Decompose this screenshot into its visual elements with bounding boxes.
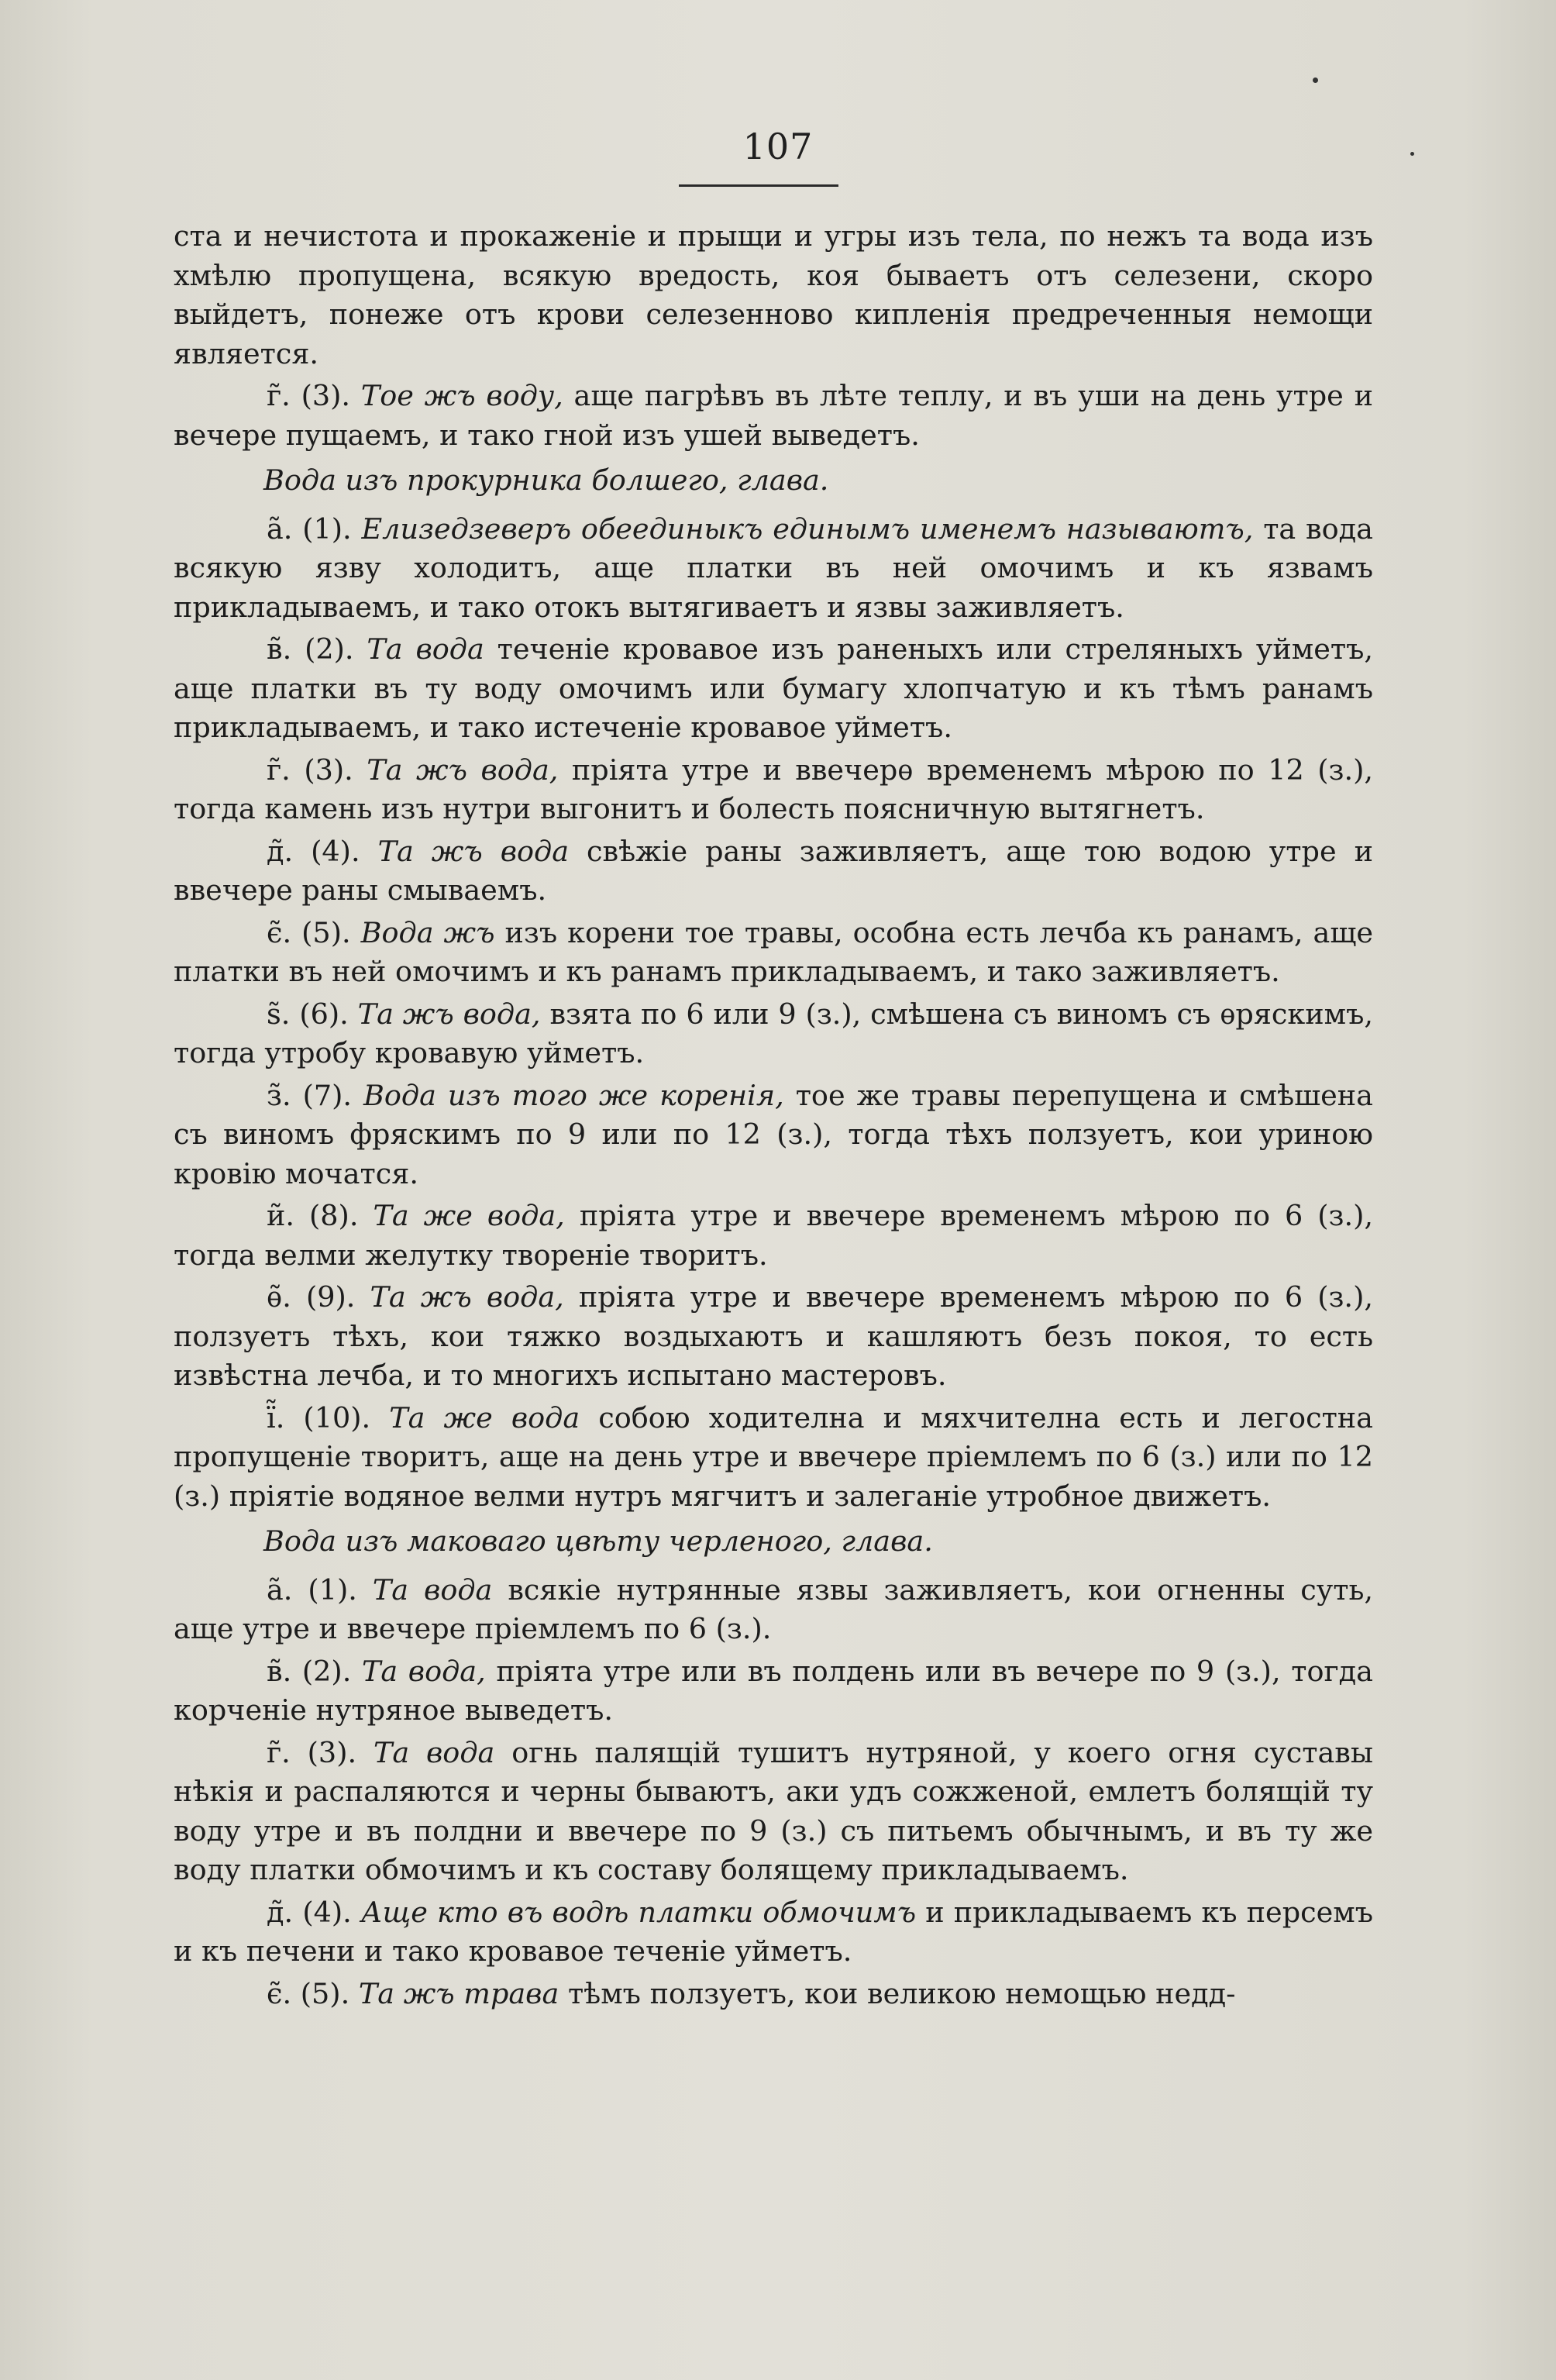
item-letter: а̃.: [267, 511, 293, 546]
paragraph-continuation: ста и нечистота и прокаженіе и прыщи и угры изъ тела, по нежъ та вода изъ хмѣлю пропущена, всякую вредость, коя бываетъ отъ селезени, скоро выйдетъ, понеже отъ крови селезенново кипленія предреченныя немощи является.: [174, 219, 1373, 370]
item-lead: Та вода: [372, 1572, 493, 1607]
item-text: теченіе кровавое изъ раненыхъ или стреляныхъ уйметъ, аще платки въ ту воду омочимъ или бумагу хлопчатую и къ тѣмъ ранамъ прикладываемъ, и тако истеченіе кровавое уйметъ.: [174, 632, 1373, 744]
paragraph: [174, 1076, 1373, 1194]
item-lead: Та вода: [367, 632, 484, 666]
item-text: пріята утре и ввечере временемъ мѣрою по 6 (з.), тогда велми желутку твореніе творитъ.: [174, 1199, 1373, 1272]
item-letter: ѳ̃.: [267, 1280, 291, 1314]
item-number: (2).: [305, 632, 354, 666]
item-letter: в̃.: [267, 632, 292, 666]
paragraph: [174, 1399, 1373, 1517]
item-lead: Аще кто въ водѣ платки обмочимъ: [360, 1895, 917, 1929]
page-number-rule: [679, 184, 838, 187]
item-number: (3).: [304, 753, 353, 787]
item-text: огнь палящій тушитъ нутряной, у коего огня суставы нѣкія и распаляются и черны бываютъ, аки удъ сожженой, емлетъ болящій ту воду утре и въ полдни и ввечере по 9 (з.) съ питьемъ обычнымъ, и въ ту же воду платки обмочимъ и къ составу болящему прикладываемъ.: [174, 1735, 1373, 1886]
item-text: тѣмъ ползуетъ, кои великою немощью недд-: [567, 1976, 1236, 2010]
paragraph: [174, 377, 1373, 455]
paragraph: [174, 1571, 1373, 1649]
item-lead: Та жъ вода,: [367, 753, 559, 787]
item-letter: ї̃.: [267, 1400, 285, 1435]
item-lead: Елизедзеверъ обеединыкъ единымъ именемъ называютъ,: [361, 511, 1254, 546]
paragraph: [174, 1893, 1373, 1972]
item-text: та вода всякую язву холодитъ, аще платки въ ней омочимъ и къ язвамъ прикладываемъ, и тако отокъ вытягиваетъ и язвы заживляетъ.: [174, 511, 1373, 624]
paragraph: [174, 751, 1373, 829]
item-text: пріята утре и ввечере временемъ мѣрою по 6 (з.), ползуетъ тѣхъ, кои тяжко воздыхаютъ и кашляютъ безъ покоя, то есть извѣстна лечба, и то многихъ испытано мастеровъ.: [174, 1280, 1373, 1392]
section-heading: Вода изъ прокурника болшего, глава.: [263, 463, 829, 497]
paragraph: [174, 630, 1373, 748]
item-number: (10).: [303, 1400, 371, 1435]
item-number: (3).: [307, 1735, 357, 1769]
item-number: (8).: [309, 1199, 359, 1232]
item-letter: и̃.: [267, 1199, 295, 1232]
item-lead: Та жъ вода,: [370, 1280, 564, 1314]
item-lead: Та вода: [373, 1735, 495, 1769]
item-number: (2).: [301, 1654, 352, 1688]
item-text: аще пагрѣвъ въ лѣте теплу, и въ уши на день утре и вечере пущаемъ, и тако гной изъ ушей выведетъ.: [174, 379, 1373, 452]
item-number: (3).: [301, 379, 351, 412]
item-lead: Та же вода: [389, 1400, 580, 1435]
ink-speck: [1313, 77, 1318, 83]
item-letter: г̃.: [267, 1735, 291, 1769]
paragraph: [174, 1975, 1373, 2014]
paragraph: [174, 995, 1373, 1073]
item-number: (7).: [302, 1078, 353, 1112]
section-heading: Вода изъ маковаго цвѣту черленого, глава.: [263, 1524, 933, 1558]
item-letter: з̃.: [267, 1078, 291, 1112]
item-number: (5).: [300, 1976, 350, 2010]
paragraph: [174, 1197, 1373, 1275]
item-number: (4).: [302, 1895, 352, 1929]
item-letter: г̃.: [267, 379, 291, 412]
item-lead: Та жъ трава: [358, 1976, 559, 2010]
item-lead: Тое жъ воду,: [360, 379, 563, 412]
item-text: и прикладываемъ къ персемъ и къ печени и тако кровавое теченіе уйметъ.: [174, 1895, 1373, 1968]
page-number: 107: [742, 126, 814, 167]
paragraph: [174, 510, 1373, 628]
item-lead: Вода жъ: [360, 915, 495, 949]
item-lead: Та вода,: [361, 1654, 486, 1688]
item-letter: а̃.: [267, 1572, 293, 1607]
item-number: (9).: [305, 1280, 356, 1314]
item-text: собою ходителна и мяхчителна есть и легостна пропущеніе творитъ, аще на день утре и ввечере пріемлемъ по 6 (з.) или по 12 (з.) пріятіе водяное велми нутръ мягчитъ и залеганіе утробное движетъ.: [174, 1400, 1373, 1513]
item-letter: є̃.: [267, 915, 292, 949]
item-letter: в̃.: [267, 1654, 292, 1688]
item-letter: ѕ̃.: [267, 997, 291, 1031]
item-text: тое же травы перепущена и смѣшена съ виномъ фряскимъ по 9 или по 12 (з.), тогда тѣхъ ползуетъ, кои уриною кровію мочатся.: [174, 1078, 1373, 1190]
paragraph: [174, 1278, 1373, 1396]
item-text: изъ корени тое травы, особна есть лечба къ ранамъ, аще платки въ ней омочимъ и къ ранамъ прикладываемъ, и тако заживляетъ.: [174, 915, 1373, 988]
item-number: (6).: [299, 997, 349, 1031]
item-number: (5).: [301, 915, 351, 949]
item-letter: г̃.: [267, 753, 291, 787]
item-text: всякіе нутрянные язвы заживляетъ, кои огненны суть, аще утре и ввечере пріемлемъ по 6 (з.).: [174, 1572, 1373, 1645]
item-number: (1).: [308, 1572, 357, 1607]
item-text: свѣжіе раны заживляетъ, аще тою водою утре и ввечере раны смываемъ.: [174, 834, 1373, 907]
item-lead: Та жъ вода,: [357, 997, 541, 1031]
paragraph: [174, 1652, 1373, 1731]
paragraph: [174, 914, 1373, 992]
body-text: [174, 217, 1373, 2017]
paragraph: [174, 1734, 1373, 1890]
item-letter: д̃.: [267, 834, 294, 868]
item-letter: є̃.: [267, 1976, 292, 2010]
item-text: пріята утре и ввечерѳ временемъ мѣрою по 12 (з.), тогда камень изъ нутри выгонитъ и болесть поясничную вытягнетъ.: [174, 753, 1373, 825]
item-text: взята по 6 или 9 (з.), смѣшена съ виномъ съ ѳряскимъ, тогда утробу кровавую уйметъ.: [174, 997, 1373, 1069]
item-number: (4).: [311, 834, 360, 868]
item-lead: Вода изъ того же коренія,: [363, 1078, 784, 1112]
item-number: (1).: [302, 511, 352, 546]
ink-speck: [1410, 152, 1414, 156]
item-lead: Та же вода,: [373, 1199, 565, 1232]
paragraph: [174, 832, 1373, 911]
item-text: пріята утре или въ полдень или въ вечере по 9 (з.), тогда корченіе нутряное выведетъ.: [174, 1654, 1373, 1727]
item-lead: Та жъ вода: [377, 834, 570, 868]
item-letter: д̃.: [267, 1895, 294, 1929]
